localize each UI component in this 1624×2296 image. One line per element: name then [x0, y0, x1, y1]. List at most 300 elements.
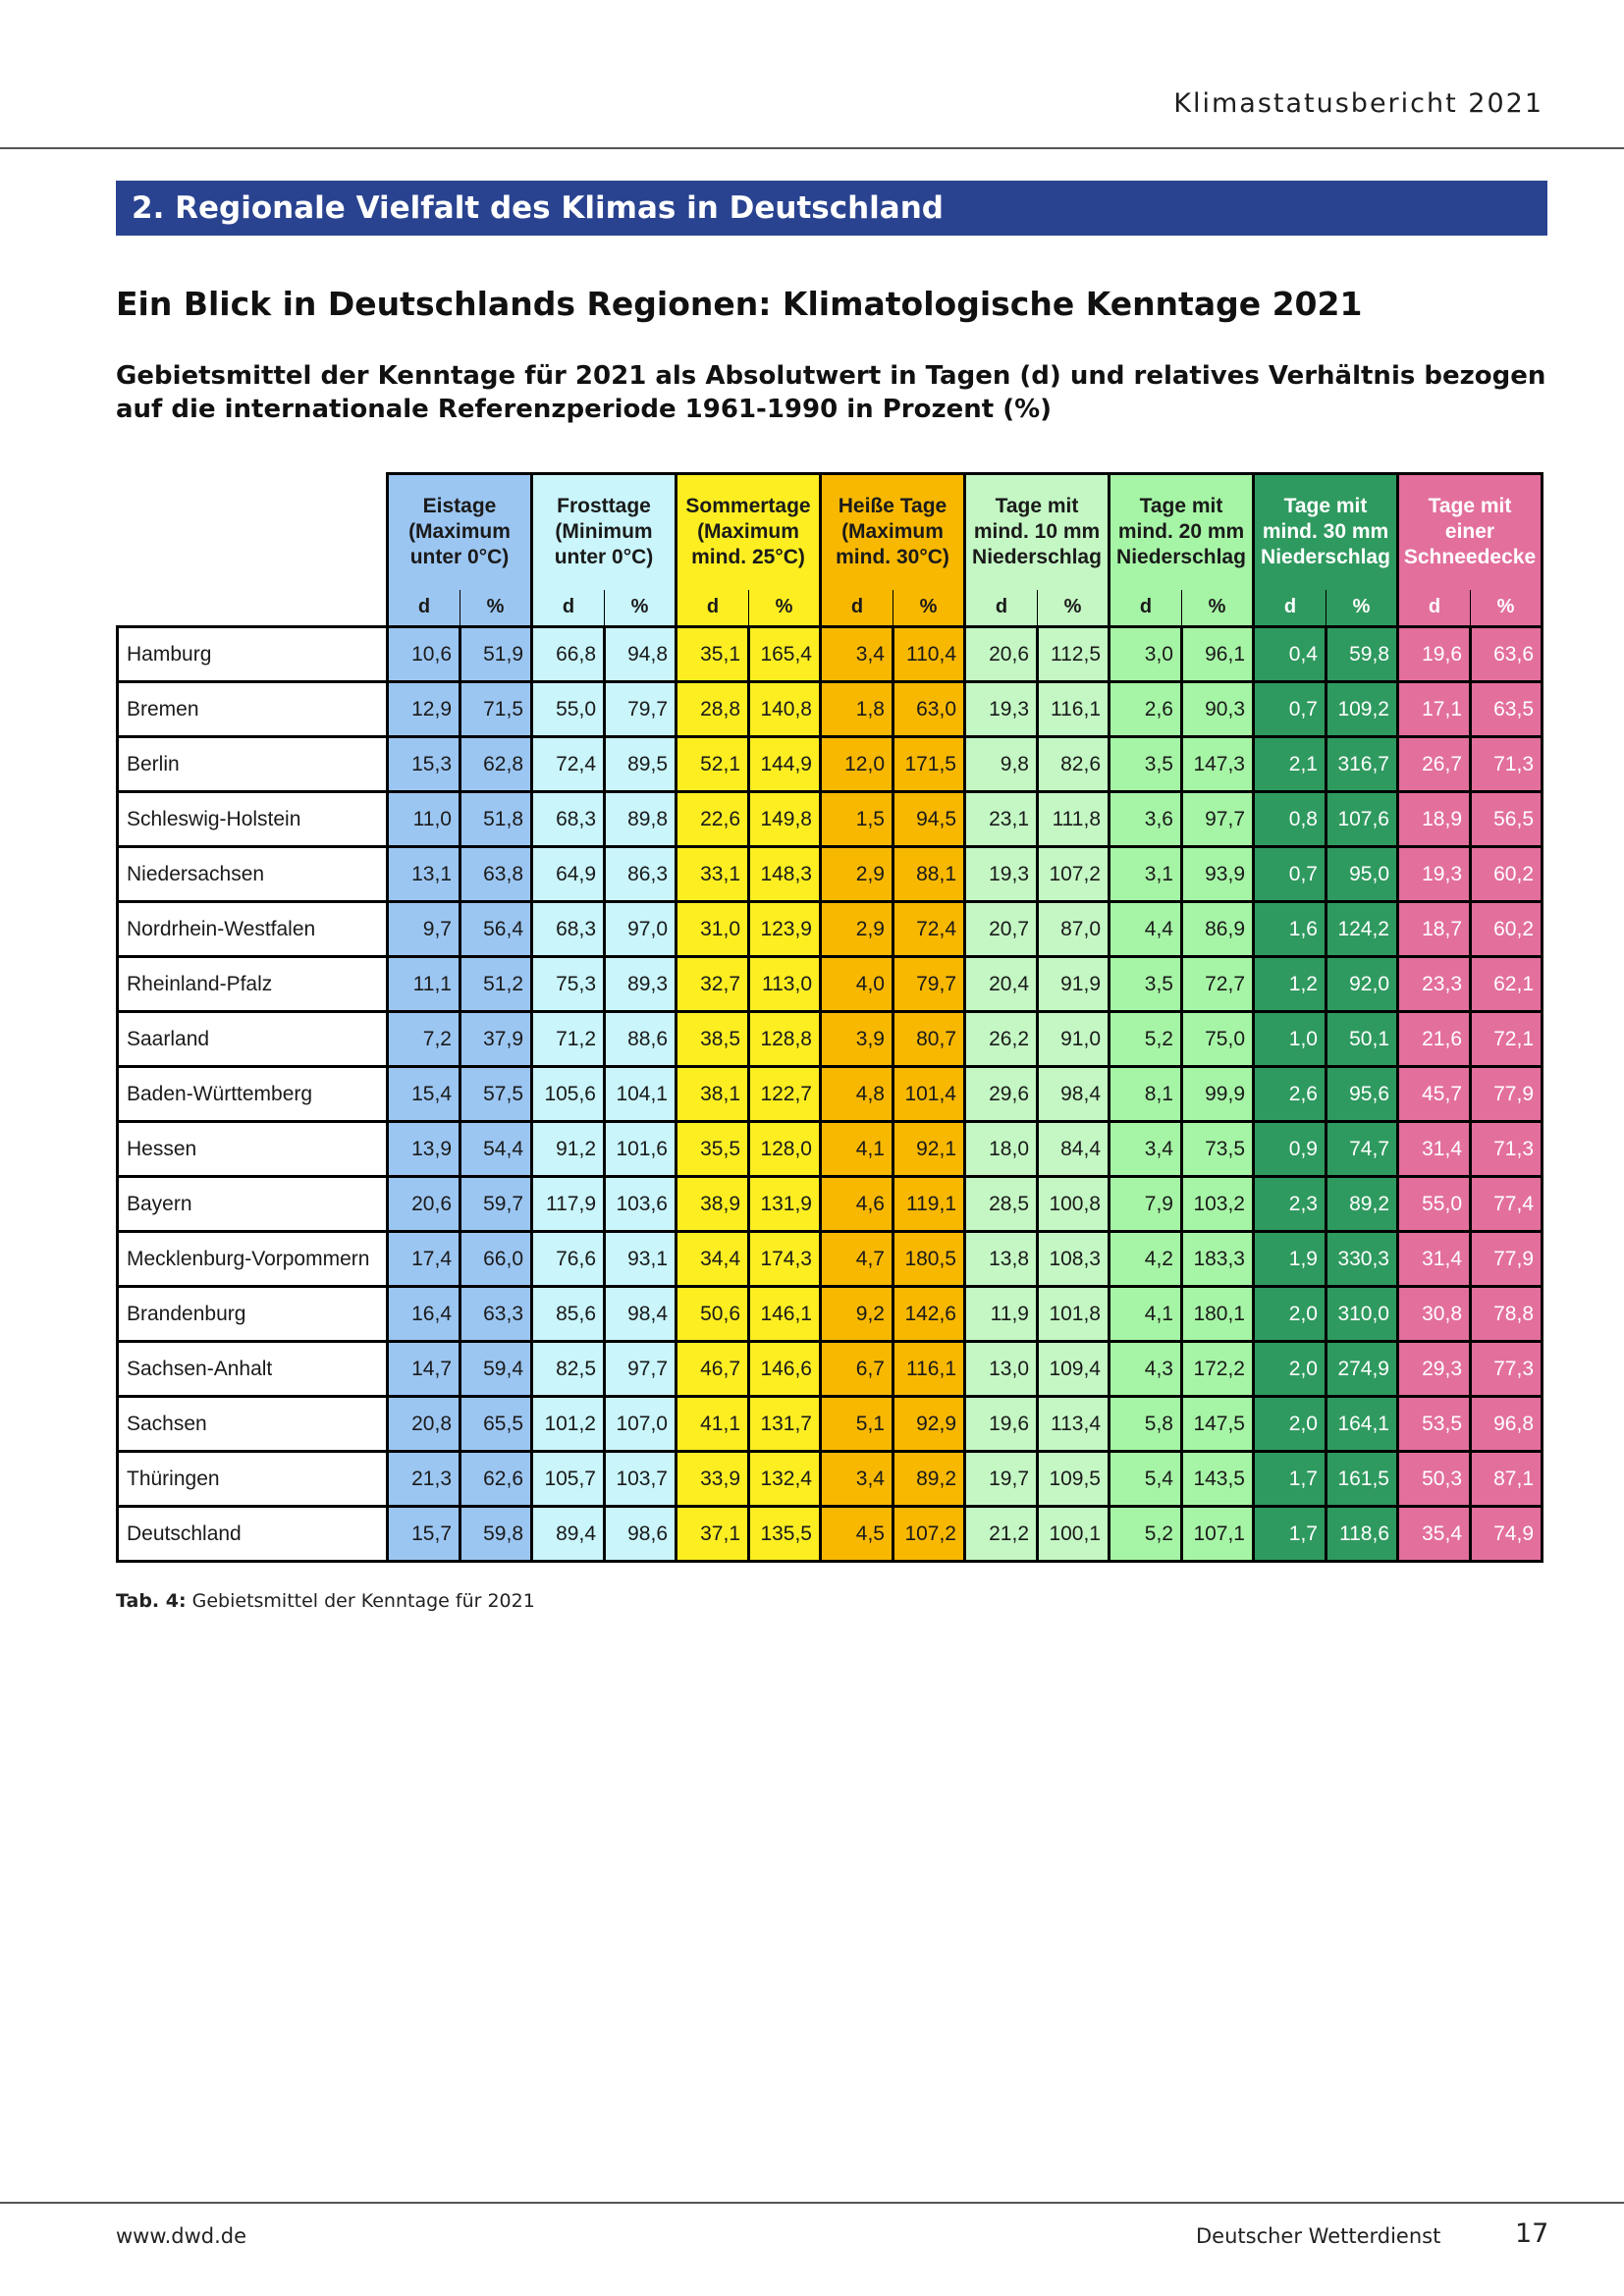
value-days: 4,8: [821, 1067, 893, 1122]
value-percent: 59,8: [460, 1507, 532, 1562]
value-percent: 146,6: [749, 1342, 821, 1397]
value-percent: 123,9: [749, 902, 821, 957]
value-percent: 84,4: [1038, 1122, 1110, 1177]
value-percent: 62,1: [1471, 957, 1543, 1012]
value-days: 4,0: [821, 957, 893, 1012]
value-days: 38,5: [677, 1012, 749, 1067]
value-percent: 63,0: [893, 682, 965, 737]
value-percent: 60,2: [1471, 847, 1543, 902]
column-group-header: Sommertage (Maximum mind. 25°C): [677, 474, 821, 590]
value-days: 55,0: [1398, 1177, 1471, 1232]
column-group-header: Tage mit mind. 30 mm Niederschlag: [1254, 474, 1398, 590]
value-days: 5,4: [1110, 1452, 1182, 1507]
value-percent: 50,1: [1326, 1012, 1398, 1067]
value-percent: 149,8: [749, 792, 821, 847]
value-percent: 51,8: [460, 792, 532, 847]
value-days: 15,7: [388, 1507, 460, 1562]
value-percent: 71,3: [1471, 737, 1543, 792]
value-percent: 89,2: [893, 1452, 965, 1507]
value-percent: 66,0: [460, 1232, 532, 1287]
header-blank: [118, 474, 388, 590]
value-percent: 59,8: [1326, 627, 1398, 682]
value-days: 5,2: [1110, 1507, 1182, 1562]
value-percent: 95,0: [1326, 847, 1398, 902]
value-percent: 98,4: [605, 1287, 677, 1342]
value-percent: 330,3: [1326, 1232, 1398, 1287]
table-caption: [116, 1590, 535, 1612]
value-percent: 89,8: [605, 792, 677, 847]
value-percent: 54,4: [460, 1122, 532, 1177]
footer-publisher: Deutscher Wetterdienst: [1196, 2224, 1441, 2248]
value-percent: 116,1: [1038, 682, 1110, 737]
value-days: 3,0: [1110, 627, 1182, 682]
value-days: 3,1: [1110, 847, 1182, 902]
value-days: 4,7: [821, 1232, 893, 1287]
value-days: 31,0: [677, 902, 749, 957]
value-percent: 161,5: [1326, 1452, 1398, 1507]
value-days: 38,9: [677, 1177, 749, 1232]
value-days: 35,4: [1398, 1507, 1471, 1562]
value-days: 20,8: [388, 1397, 460, 1452]
value-percent: 71,3: [1471, 1122, 1543, 1177]
value-days: 11,0: [388, 792, 460, 847]
value-percent: 63,8: [460, 847, 532, 902]
value-days: 21,6: [1398, 1012, 1471, 1067]
value-days: 12,0: [821, 737, 893, 792]
value-percent: 142,6: [893, 1287, 965, 1342]
page-number: 17: [1515, 2218, 1549, 2249]
header-divider: [0, 147, 1624, 149]
value-days: 0,8: [1254, 792, 1326, 847]
region-name: Berlin: [118, 737, 388, 792]
value-percent: 113,4: [1038, 1397, 1110, 1452]
value-percent: 74,7: [1326, 1122, 1398, 1177]
value-days: 1,6: [1254, 902, 1326, 957]
value-percent: 109,2: [1326, 682, 1398, 737]
value-days: 1,0: [1254, 1012, 1326, 1067]
value-percent: 274,9: [1326, 1342, 1398, 1397]
value-days: 18,9: [1398, 792, 1471, 847]
value-percent: 143,5: [1182, 1452, 1254, 1507]
table-row: [118, 1507, 1543, 1562]
column-group-header: Frosttage (Minimum unter 0°C): [532, 474, 677, 590]
region-name: Deutschland: [118, 1507, 388, 1562]
value-percent: 94,8: [605, 627, 677, 682]
value-days: 2,1: [1254, 737, 1326, 792]
value-days: 19,6: [1398, 627, 1471, 682]
value-days: 4,3: [1110, 1342, 1182, 1397]
value-days: 45,7: [1398, 1067, 1471, 1122]
value-days: 35,5: [677, 1122, 749, 1177]
value-days: 32,7: [677, 957, 749, 1012]
value-days: 1,7: [1254, 1507, 1326, 1562]
value-percent: 92,9: [893, 1397, 965, 1452]
unit-percent-header: %: [1471, 590, 1543, 627]
value-days: 85,6: [532, 1287, 605, 1342]
value-days: 4,5: [821, 1507, 893, 1562]
value-percent: 98,6: [605, 1507, 677, 1562]
value-days: 12,9: [388, 682, 460, 737]
value-percent: 63,5: [1471, 682, 1543, 737]
value-days: 20,7: [965, 902, 1038, 957]
value-percent: 183,3: [1182, 1232, 1254, 1287]
column-group-header: Tage mit einer Schneedecke: [1398, 474, 1543, 590]
value-days: 46,7: [677, 1342, 749, 1397]
value-days: 68,3: [532, 902, 605, 957]
value-percent: 86,3: [605, 847, 677, 902]
column-group-header: Tage mit mind. 10 mm Niederschlag: [965, 474, 1110, 590]
value-days: 3,6: [1110, 792, 1182, 847]
section-title: 2. Regionale Vielfalt des Klimas in Deutschland: [116, 181, 1547, 236]
region-name: Sachsen-Anhalt: [118, 1342, 388, 1397]
region-name: Bremen: [118, 682, 388, 737]
value-days: 1,2: [1254, 957, 1326, 1012]
table-row: [118, 1397, 1543, 1452]
value-percent: 107,2: [893, 1507, 965, 1562]
value-percent: 164,1: [1326, 1397, 1398, 1452]
value-percent: 56,4: [460, 902, 532, 957]
value-days: 71,2: [532, 1012, 605, 1067]
unit-days-header: d: [821, 590, 893, 627]
value-days: 3,5: [1110, 957, 1182, 1012]
region-name: Hessen: [118, 1122, 388, 1177]
value-days: 1,7: [1254, 1452, 1326, 1507]
table-row: [118, 1122, 1543, 1177]
table-row: [118, 1232, 1543, 1287]
value-percent: 89,2: [1326, 1177, 1398, 1232]
value-days: 2,0: [1254, 1397, 1326, 1452]
value-days: 28,8: [677, 682, 749, 737]
value-percent: 180,1: [1182, 1287, 1254, 1342]
value-days: 0,7: [1254, 682, 1326, 737]
table-body: [118, 627, 1543, 1562]
value-days: 19,3: [1398, 847, 1471, 902]
value-percent: 77,4: [1471, 1177, 1543, 1232]
value-percent: 132,4: [749, 1452, 821, 1507]
value-percent: 80,7: [893, 1012, 965, 1067]
value-days: 5,1: [821, 1397, 893, 1452]
value-days: 64,9: [532, 847, 605, 902]
value-percent: 51,2: [460, 957, 532, 1012]
table-row: [118, 1012, 1543, 1067]
value-percent: 147,3: [1182, 737, 1254, 792]
caption-text: Gebietsmittel der Kenntage für 2021: [186, 1590, 535, 1612]
value-percent: 96,1: [1182, 627, 1254, 682]
region-name: Niedersachsen: [118, 847, 388, 902]
table-row: [118, 1177, 1543, 1232]
value-percent: 180,5: [893, 1232, 965, 1287]
value-days: 11,1: [388, 957, 460, 1012]
value-percent: 79,7: [605, 682, 677, 737]
value-percent: 172,2: [1182, 1342, 1254, 1397]
value-percent: 144,9: [749, 737, 821, 792]
region-name: Hamburg: [118, 627, 388, 682]
region-name: Mecklenburg-Vorpommern: [118, 1232, 388, 1287]
value-days: 1,8: [821, 682, 893, 737]
value-days: 3,4: [1110, 1122, 1182, 1177]
value-percent: 107,0: [605, 1397, 677, 1452]
value-percent: 60,2: [1471, 902, 1543, 957]
value-percent: 92,1: [893, 1122, 965, 1177]
value-days: 6,7: [821, 1342, 893, 1397]
value-percent: 116,1: [893, 1342, 965, 1397]
value-percent: 111,8: [1038, 792, 1110, 847]
unit-days-header: d: [1398, 590, 1471, 627]
value-percent: 112,5: [1038, 627, 1110, 682]
value-percent: 91,9: [1038, 957, 1110, 1012]
value-percent: 77,9: [1471, 1067, 1543, 1122]
value-days: 31,4: [1398, 1122, 1471, 1177]
region-name: Baden-Württemberg: [118, 1067, 388, 1122]
value-percent: 82,6: [1038, 737, 1110, 792]
table-row: [118, 957, 1543, 1012]
footer-website: www.dwd.de: [116, 2224, 247, 2248]
value-days: 20,6: [965, 627, 1038, 682]
value-days: 1,5: [821, 792, 893, 847]
value-percent: 100,8: [1038, 1177, 1110, 1232]
value-percent: 93,9: [1182, 847, 1254, 902]
value-days: 2,6: [1254, 1067, 1326, 1122]
table-row: [118, 1342, 1543, 1397]
value-days: 2,9: [821, 847, 893, 902]
value-percent: 89,5: [605, 737, 677, 792]
value-days: 33,9: [677, 1452, 749, 1507]
value-percent: 118,6: [1326, 1507, 1398, 1562]
column-group-header: Heiße Tage (Maximum mind. 30°C): [821, 474, 965, 590]
value-days: 66,8: [532, 627, 605, 682]
value-percent: 62,6: [460, 1452, 532, 1507]
value-percent: 72,4: [893, 902, 965, 957]
value-days: 7,2: [388, 1012, 460, 1067]
unit-days-header: d: [1254, 590, 1326, 627]
value-percent: 59,4: [460, 1342, 532, 1397]
value-percent: 107,2: [1038, 847, 1110, 902]
value-days: 3,4: [821, 1452, 893, 1507]
value-days: 2,9: [821, 902, 893, 957]
table-row: [118, 737, 1543, 792]
value-days: 76,6: [532, 1232, 605, 1287]
value-percent: 51,9: [460, 627, 532, 682]
value-percent: 89,3: [605, 957, 677, 1012]
region-name: Nordrhein-Westfalen: [118, 902, 388, 957]
column-group-header: Eistage (Maximum unter 0°C): [388, 474, 532, 590]
value-days: 15,3: [388, 737, 460, 792]
unit-percent-header: %: [749, 590, 821, 627]
value-percent: 59,7: [460, 1177, 532, 1232]
region-name: Thüringen: [118, 1452, 388, 1507]
unit-percent-header: %: [1038, 590, 1110, 627]
value-days: 4,2: [1110, 1232, 1182, 1287]
value-percent: 147,5: [1182, 1397, 1254, 1452]
value-days: 2,6: [1110, 682, 1182, 737]
value-percent: 86,9: [1182, 902, 1254, 957]
value-days: 28,5: [965, 1177, 1038, 1232]
value-days: 2,0: [1254, 1287, 1326, 1342]
value-percent: 128,0: [749, 1122, 821, 1177]
table-row: [118, 1067, 1543, 1122]
value-days: 0,7: [1254, 847, 1326, 902]
value-percent: 57,5: [460, 1067, 532, 1122]
value-percent: 310,0: [1326, 1287, 1398, 1342]
column-group-header: Tage mit mind. 20 mm Niederschlag: [1110, 474, 1254, 590]
unit-percent-header: %: [893, 590, 965, 627]
value-percent: 88,1: [893, 847, 965, 902]
value-percent: 65,5: [460, 1397, 532, 1452]
value-percent: 95,6: [1326, 1067, 1398, 1122]
table-row: [118, 1452, 1543, 1507]
value-days: 4,1: [1110, 1287, 1182, 1342]
value-days: 18,0: [965, 1122, 1038, 1177]
value-percent: 37,9: [460, 1012, 532, 1067]
value-percent: 103,6: [605, 1177, 677, 1232]
value-percent: 101,8: [1038, 1287, 1110, 1342]
value-percent: 99,9: [1182, 1067, 1254, 1122]
value-days: 2,0: [1254, 1342, 1326, 1397]
value-percent: 101,6: [605, 1122, 677, 1177]
value-percent: 93,1: [605, 1232, 677, 1287]
value-percent: 171,5: [893, 737, 965, 792]
value-percent: 87,1: [1471, 1452, 1543, 1507]
value-percent: 72,1: [1471, 1012, 1543, 1067]
value-percent: 98,4: [1038, 1067, 1110, 1122]
value-days: 5,2: [1110, 1012, 1182, 1067]
value-days: 17,4: [388, 1232, 460, 1287]
value-days: 31,4: [1398, 1232, 1471, 1287]
value-percent: 109,4: [1038, 1342, 1110, 1397]
value-days: 30,8: [1398, 1287, 1471, 1342]
value-percent: 94,5: [893, 792, 965, 847]
value-percent: 124,2: [1326, 902, 1398, 957]
value-percent: 101,4: [893, 1067, 965, 1122]
value-days: 19,3: [965, 682, 1038, 737]
value-percent: 104,1: [605, 1067, 677, 1122]
value-percent: 135,5: [749, 1507, 821, 1562]
value-percent: 316,7: [1326, 737, 1398, 792]
table-row: [118, 792, 1543, 847]
value-percent: 97,7: [1182, 792, 1254, 847]
value-percent: 131,9: [749, 1177, 821, 1232]
value-days: 50,3: [1398, 1452, 1471, 1507]
value-percent: 131,7: [749, 1397, 821, 1452]
region-name: Schleswig-Holstein: [118, 792, 388, 847]
value-percent: 107,6: [1326, 792, 1398, 847]
value-percent: 63,3: [460, 1287, 532, 1342]
value-days: 23,1: [965, 792, 1038, 847]
value-days: 19,3: [965, 847, 1038, 902]
value-days: 21,2: [965, 1507, 1038, 1562]
value-percent: 91,0: [1038, 1012, 1110, 1067]
value-percent: 97,7: [605, 1342, 677, 1397]
value-days: 29,3: [1398, 1342, 1471, 1397]
value-days: 5,8: [1110, 1397, 1182, 1452]
value-percent: 92,0: [1326, 957, 1398, 1012]
value-days: 34,4: [677, 1232, 749, 1287]
value-days: 23,3: [1398, 957, 1471, 1012]
value-days: 101,2: [532, 1397, 605, 1452]
value-days: 13,9: [388, 1122, 460, 1177]
value-percent: 56,5: [1471, 792, 1543, 847]
table-unit-header-row: [118, 590, 1543, 627]
value-percent: 108,3: [1038, 1232, 1110, 1287]
table-row: [118, 847, 1543, 902]
value-days: 19,6: [965, 1397, 1038, 1452]
value-days: 91,2: [532, 1122, 605, 1177]
value-percent: 96,8: [1471, 1397, 1543, 1452]
value-days: 50,6: [677, 1287, 749, 1342]
value-days: 52,1: [677, 737, 749, 792]
unit-days-header: d: [677, 590, 749, 627]
value-days: 75,3: [532, 957, 605, 1012]
value-percent: 103,7: [605, 1452, 677, 1507]
value-percent: 174,3: [749, 1232, 821, 1287]
value-days: 41,1: [677, 1397, 749, 1452]
value-days: 3,4: [821, 627, 893, 682]
table-row: [118, 1287, 1543, 1342]
value-days: 37,1: [677, 1507, 749, 1562]
page-heading: Ein Blick in Deutschlands Regionen: Klimatologische Kenntage 2021: [116, 285, 1363, 323]
value-percent: 63,6: [1471, 627, 1543, 682]
value-days: 13,8: [965, 1232, 1038, 1287]
unit-days-header: d: [965, 590, 1038, 627]
table-row: [118, 627, 1543, 682]
kenntage-table: [116, 472, 1543, 1563]
value-days: 2,3: [1254, 1177, 1326, 1232]
value-days: 9,2: [821, 1287, 893, 1342]
value-percent: 87,0: [1038, 902, 1110, 957]
value-days: 15,4: [388, 1067, 460, 1122]
value-percent: 122,7: [749, 1067, 821, 1122]
value-days: 4,4: [1110, 902, 1182, 957]
table-row: [118, 682, 1543, 737]
value-days: 4,6: [821, 1177, 893, 1232]
value-percent: 62,8: [460, 737, 532, 792]
unit-days-header: d: [388, 590, 460, 627]
value-days: 19,7: [965, 1452, 1038, 1507]
value-days: 9,7: [388, 902, 460, 957]
header-blank: [118, 590, 388, 627]
value-percent: 109,5: [1038, 1452, 1110, 1507]
unit-percent-header: %: [605, 590, 677, 627]
value-days: 0,4: [1254, 627, 1326, 682]
region-name: Saarland: [118, 1012, 388, 1067]
value-days: 13,0: [965, 1342, 1038, 1397]
value-days: 55,0: [532, 682, 605, 737]
value-days: 89,4: [532, 1507, 605, 1562]
value-percent: 146,1: [749, 1287, 821, 1342]
value-days: 14,7: [388, 1342, 460, 1397]
value-days: 3,9: [821, 1012, 893, 1067]
region-name: Bayern: [118, 1177, 388, 1232]
region-name: Brandenburg: [118, 1287, 388, 1342]
value-percent: 71,5: [460, 682, 532, 737]
caption-label: Tab. 4:: [116, 1590, 187, 1612]
value-days: 29,6: [965, 1067, 1038, 1122]
unit-percent-header: %: [1326, 590, 1398, 627]
value-days: 0,9: [1254, 1122, 1326, 1177]
value-days: 17,1: [1398, 682, 1471, 737]
value-percent: 113,0: [749, 957, 821, 1012]
value-percent: 110,4: [893, 627, 965, 682]
value-percent: 97,0: [605, 902, 677, 957]
value-percent: 148,3: [749, 847, 821, 902]
value-days: 38,1: [677, 1067, 749, 1122]
value-percent: 73,5: [1182, 1122, 1254, 1177]
region-name: Rheinland-Pfalz: [118, 957, 388, 1012]
value-percent: 100,1: [1038, 1507, 1110, 1562]
value-days: 26,7: [1398, 737, 1471, 792]
table-subheading: Gebietsmittel der Kenntage für 2021 als Absolutwert in Tagen (d) und relatives Verhältnis bezogen auf die internationale Referenzperiode 1961-1990 in Prozent (%): [116, 361, 1546, 424]
value-percent: 119,1: [893, 1177, 965, 1232]
